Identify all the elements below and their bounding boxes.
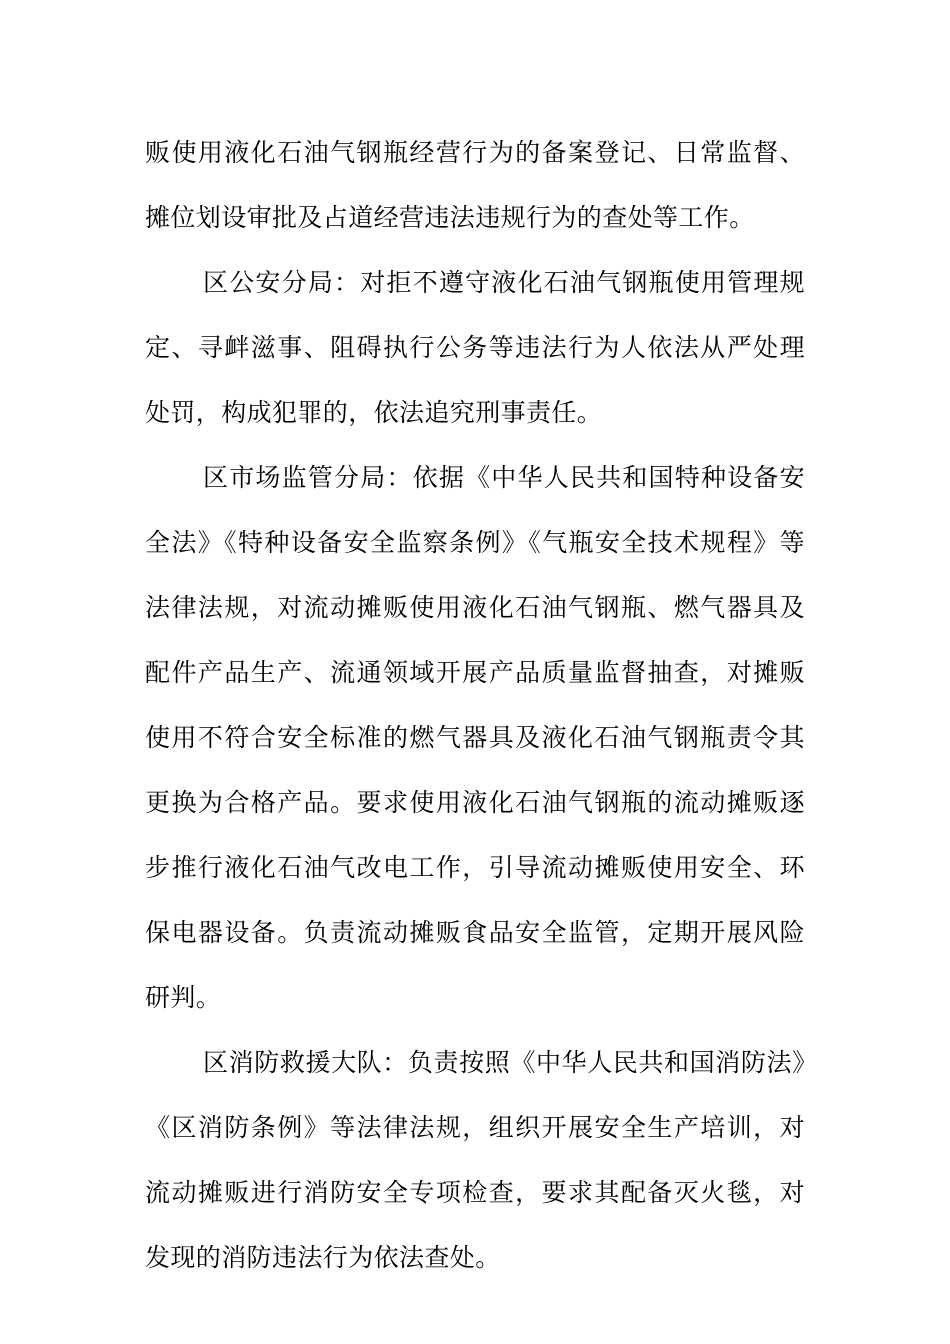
paragraph-continuation: 贩使用液化石油气钢瓶经营行为的备案登记、日常监督、摊位划设审批及占道经营违法违规行为的查处等工作。 (145, 138, 805, 232)
paragraph-fire-rescue: 区消防救援大队：负责按照《中华人民共和国消防法》《区消防条例》等法律法规，组织开展安全生产培训，对流动摊贩进行消防安全专项检查，要求其配备灭火毯，对发现的消防违法行为依法查处。 (145, 1048, 805, 1272)
document-body (145, 120, 805, 1290)
paragraph-public-security: 区公安分局：对拒不遵守液化石油气钢瓶使用管理规定、寻衅滋事、阻碍执行公务等违法行为人依法从严处理处罚，构成犯罪的，依法追究刑事责任。 (145, 268, 805, 427)
paragraph-market-supervision: 区市场监管分局：依据《中华人民共和国特种设备安全法》《特种设备安全监察条例》《气瓶安全技术规程》等法律法规，对流动摊贩使用液化石油气钢瓶、燃气器具及配件产品生产、流通领域开展产品质量监督抽查，对摊贩使用不符合安全标准的燃气器具及液化石油气钢瓶责令其更换为合格产品。要求使用液化石油气钢瓶的流动摊贩逐步推行液化石油气改电工作，引导流动摊贩使用安全、环保电器设备。负责流动摊贩食品安全监管，定期开展风险研判。 (145, 463, 805, 1012)
